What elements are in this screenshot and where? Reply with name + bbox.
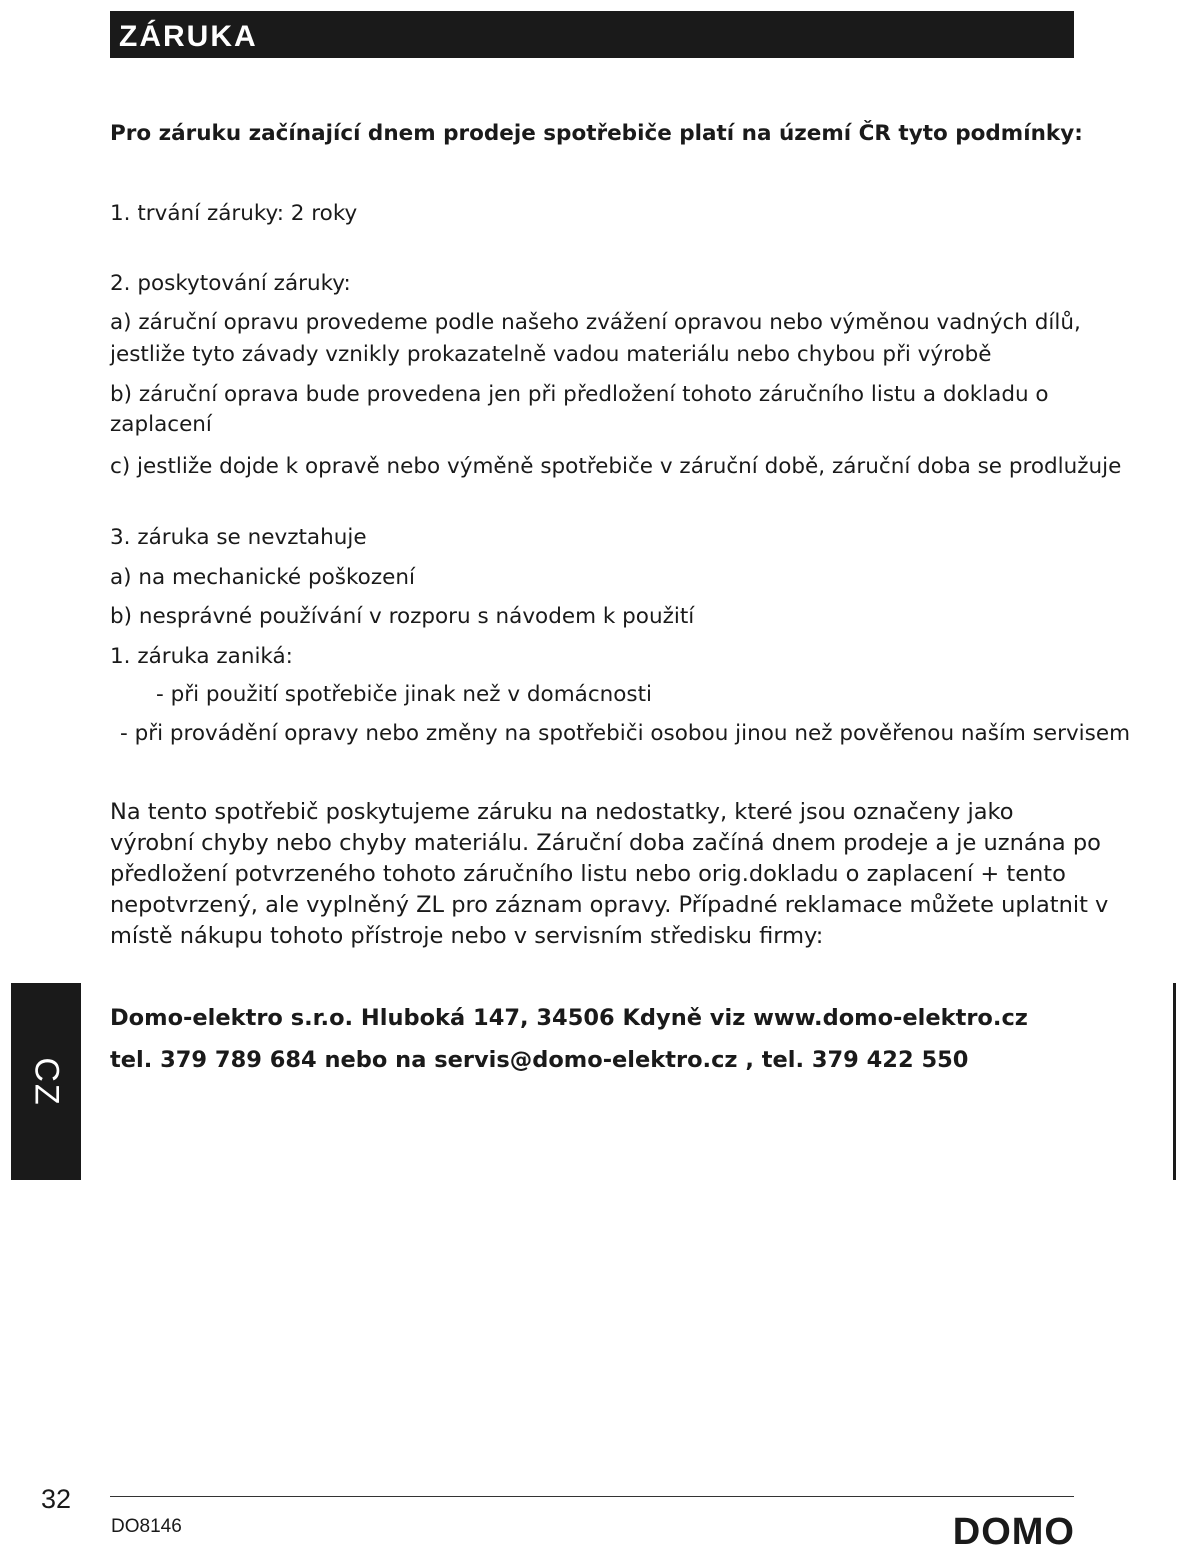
term-void-item-2: - při provádění opravy nebo změny na spotřebiči osobou jinou než pověřenou naším servisem [120, 721, 1131, 746]
term-void-item-1: - při použití spotřebiče jinak než v domácnosti [156, 682, 653, 707]
language-tab-label: CZ [27, 1056, 66, 1107]
warranty-paragraph [110, 797, 1109, 952]
brand-logo: DOMO [952, 1511, 1075, 1553]
page-title: ZÁRUKA [119, 20, 258, 53]
term-provision-a-line1: a) záruční opravu provedeme podle našeho zvážení opravou nebo výměnou vadných dílů, [110, 310, 1081, 335]
page-number: 32 [41, 1484, 72, 1514]
edge-marker [1173, 983, 1176, 1180]
model-number: DO8146 [111, 1516, 182, 1537]
intro-heading: Pro záruku začínající dnem prodeje spotřebiče platí na území ČR tyto podmínky: [110, 121, 1083, 146]
term-provision-heading: 2. poskytování záruky: [110, 271, 351, 296]
term-void-heading: 1. záruka zaniká: [110, 644, 293, 669]
footer-divider [110, 1496, 1074, 1497]
term-provision-c: c) jestliže dojde k opravě nebo výměně spotřebiče v záruční době, záruční doba se prodlužuje [110, 454, 1122, 479]
term-provision-b-line2: zaplacení [110, 412, 212, 437]
paragraph-line: výrobní chyby nebo chyby materiálu. Záruční doba začíná dnem prodeje a je uznána po [110, 830, 1101, 856]
paragraph-line: nepotvrzený, ale vyplněný ZL pro záznam opravy. Případné reklamace můžete uplatnit v [110, 892, 1109, 918]
language-tab [11, 983, 81, 1180]
paragraph-line: místě nákupu tohoto přístroje nebo v servisním středisku firmy: [110, 923, 824, 949]
term-provision-a-line2: jestliže tyto závady vznikly prokazatelně vadou materiálu nebo chybou při výrobě [110, 342, 992, 367]
paragraph-line: Na tento spotřebič poskytujeme záruku na nedostatky, které jsou označeny jako [110, 799, 1014, 825]
contact-address: Domo-elektro s.r.o. Hluboká 147, 34506 Kdyně viz www.domo-elektro.cz [110, 1005, 1028, 1031]
term-provision-b-line1: b) záruční oprava bude provedena jen při předložení tohoto záručního listu a dokladu o [110, 382, 1049, 407]
contact-phone: tel. 379 789 684 nebo na servis@domo-elektro.cz , tel. 379 422 550 [110, 1047, 969, 1073]
term-exclusion-heading: 3. záruka se nevztahuje [110, 525, 367, 550]
term-exclusion-a: a) na mechanické poškození [110, 565, 415, 590]
section-header-bar [110, 11, 1074, 58]
term-exclusion-b: b) nesprávné používání v rozporu s návodem k použití [110, 604, 695, 629]
term-duration: 1. trvání záruky: 2 roky [110, 201, 358, 226]
paragraph-line: předložení potvrzeného tohoto záručního listu nebo orig.dokladu o zaplacení + tento [110, 861, 1066, 887]
